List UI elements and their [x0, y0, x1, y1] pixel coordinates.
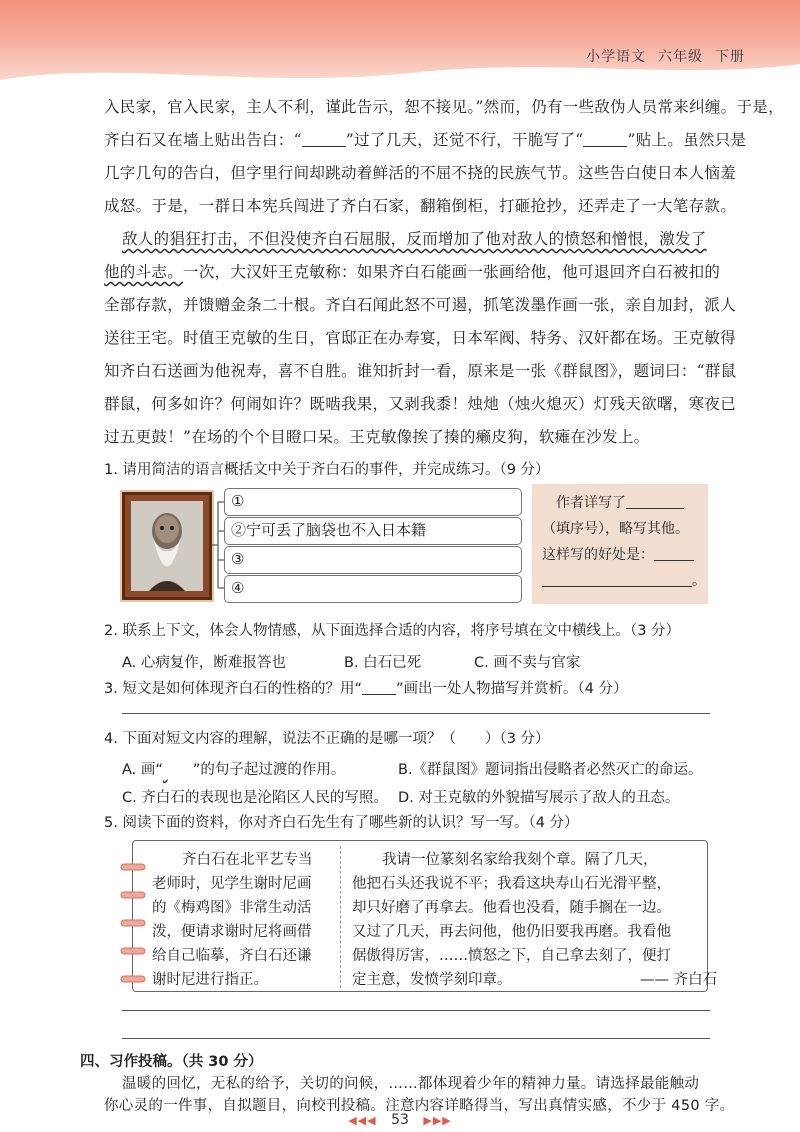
q4-option-d: D. 对王克敏的外貌描写展示了敌人的丑态。	[398, 790, 680, 806]
section-4-title: 四、习作投稿。（共 30 分）	[80, 1054, 263, 1070]
notebook-divider	[340, 846, 341, 988]
page-number: 53	[391, 1112, 409, 1128]
q4-option-b: B.《群鼠图》题词指出侵略者必然灭亡的命运。	[398, 762, 703, 778]
note-blank-1[interactable]	[626, 496, 684, 509]
material-left-line: 给自己临摹，齐白石还谦	[152, 948, 312, 964]
event-box-2[interactable]: ②宁可丢了脑袋也不入日本籍	[224, 517, 522, 545]
material-right-line: 他把石头还我说不平；我看这块寿山石光滑平整，	[352, 876, 671, 892]
passage-line: 群鼠，何多如许？何闹如许？既啮我果，又剥我黍！烛灺（烛火熄灭）灯残天欲曙，寒夜已	[104, 395, 737, 413]
binder-ring-icon	[120, 918, 146, 928]
material-left-line: 的《梅鸡图》非常生动活	[152, 900, 312, 916]
portrait-illustration	[131, 501, 203, 591]
page-footer	[0, 1112, 800, 1128]
material-right-line: 又过了几天，再去问他，他仍旧要我再磨。我看他	[352, 924, 671, 940]
question-3-prompt: 3. 短文是如何体现齐白石的性格的？用“ ”画出一处人物描写并赏析。（4 分）	[104, 681, 628, 697]
event-box-1[interactable]: ①	[224, 488, 522, 516]
passage-line-underlined: 敌人的猖狂打击，不但没使齐白石屈服，反而增加了他对敌人的愤怒和憎恨，激发了	[122, 230, 707, 248]
question-5-prompt: 5. 阅读下面的资料，你对齐白石先生有了哪些新的认识？写一写。（4 分）	[104, 815, 579, 831]
q2-option-a: A. 心病复作，断难报答也	[122, 655, 286, 671]
material-left-line: 齐白石在北平艺专当	[182, 852, 313, 868]
passage-line: 成怒。于是，一群日本宪兵闯进了齐白石家，翻箱倒柜，打砸抢抄，还弄走了一大笔存款。	[104, 197, 737, 215]
passage-line: 他的斗志。一次，大汉奸王克敏称：如果齐白石能画一张画给他，他可退回齐白石被扣的	[104, 263, 721, 281]
passage-line: 几字几句的告白，但字里行间却跳动着鲜活的不屈不挠的民族气节。这些告白使日本人恼羞	[104, 164, 737, 182]
wavy-line-sample	[163, 762, 193, 778]
qi-baishi-portrait	[122, 492, 212, 600]
material-left-line: 谢时尼进行指正。	[152, 972, 268, 988]
underline-sample	[362, 681, 396, 695]
q1-note-box: 作者详写了 （填序号），略写其他。 这样写的好处是： 。	[532, 484, 708, 604]
fill-blank-1[interactable]	[302, 133, 346, 147]
passage-line: 入民家，官入民家，主人不利，谨此告示，恕不接见。”然而，仍有一些敌伪人员常来纠缠。于是，	[104, 98, 784, 116]
q2-option-c: C. 画不卖与官家	[474, 655, 581, 671]
header-title	[574, 46, 745, 66]
question-1-prompt: 1. 请用简洁的语言概括文中关于齐白石的事件，并完成练习。（9 分）	[104, 462, 550, 478]
material-right-line: 倨傲得厉害，……愤怒之下，自己拿去刻了，便打	[352, 948, 671, 964]
passage-line: 送往王宅。时值王克敏的生日，官邸正在办寿宴，日本军阀、特务、汉奸都在场。王克敏得	[104, 329, 737, 347]
passage-line: 过五更鼓！”在场的个个目瞪口呆。王克敏像挨了揍的癞皮狗，软瘫在沙发上。	[104, 428, 650, 446]
question-4-prompt: 4. 下面对短文内容的理解，说法不正确的是哪一项？（ ）（3 分）	[104, 731, 550, 747]
fill-blank-2[interactable]	[583, 133, 627, 147]
material-right-line: 却只好磨了再拿去。他看也没看，随手搁在一边。	[352, 900, 671, 916]
header-grade: 六年级	[658, 49, 703, 65]
header-subject: 小学语文	[586, 49, 646, 65]
header-volume: 下册	[715, 49, 745, 65]
q4-option-c: C. 齐白石的表现也是沦陷区人民的写照。	[122, 790, 388, 806]
right-arrows-icon: ▶▶▶	[423, 1114, 452, 1127]
binder-ring-icon	[120, 890, 146, 900]
passage-line: 全部存款，并馈赠金条二十根。齐白石闻此怒不可遏，抓笔泼墨作画一张，亲自加封，派人	[104, 296, 737, 314]
material-left-line: 泼，便请求谢时尼将画借	[152, 924, 312, 940]
section-4-line: 你心灵的一件事，自拟题目，向校刊投稿。注意内容详略得当，写出真情实感，不少于 450 字。	[104, 1098, 735, 1114]
material-right-line: 定主意，发愤学刻印章。	[352, 972, 512, 988]
q5-answer-line-1[interactable]	[122, 1010, 710, 1011]
material-left-line: 老师时，见学生谢时尼画	[152, 876, 312, 892]
q2-option-b: B. 白石已死	[344, 655, 422, 671]
binder-ring-icon	[120, 974, 146, 984]
left-arrows-icon: ◀◀◀	[348, 1114, 377, 1127]
question-2-prompt: 2. 联系上下文，体会人物情感，从下面选择合适的内容，将序号填在文中横线上。（3 分）	[104, 623, 681, 639]
event-box-4[interactable]: ④	[224, 575, 522, 603]
material-right-line: 我请一位篆刻名家给我刻个章。隔了几天，	[382, 852, 658, 868]
note-blank-3[interactable]	[542, 574, 692, 587]
q5-answer-line-2[interactable]	[122, 1038, 710, 1039]
event-box-3[interactable]: ③	[224, 546, 522, 574]
binder-ring-icon	[120, 946, 146, 956]
material-source: —— 齐白石	[640, 972, 718, 988]
passage-line-with-blanks: 齐白石又在墙上贴出告白：“ ”过了几天，还觉不行，干脆写了“ ”贴上。虽然只是	[104, 131, 747, 149]
passage-line: 知齐白石送画为他祝寿，喜不自胜。谁知折封一看，原来是一张《群鼠图》，题词曰：“群鼠	[104, 362, 737, 380]
note-blank-2[interactable]	[654, 548, 694, 561]
q4-option-a: A. 画“ ”的句子起过渡的作用。	[122, 762, 346, 778]
section-4-line: 温暖的回忆，无私的给予，关切的问候，……都体现着少年的精神力量。请选择最能触动	[122, 1076, 700, 1092]
q3-answer-line[interactable]	[122, 713, 710, 714]
binder-ring-icon	[120, 862, 146, 872]
